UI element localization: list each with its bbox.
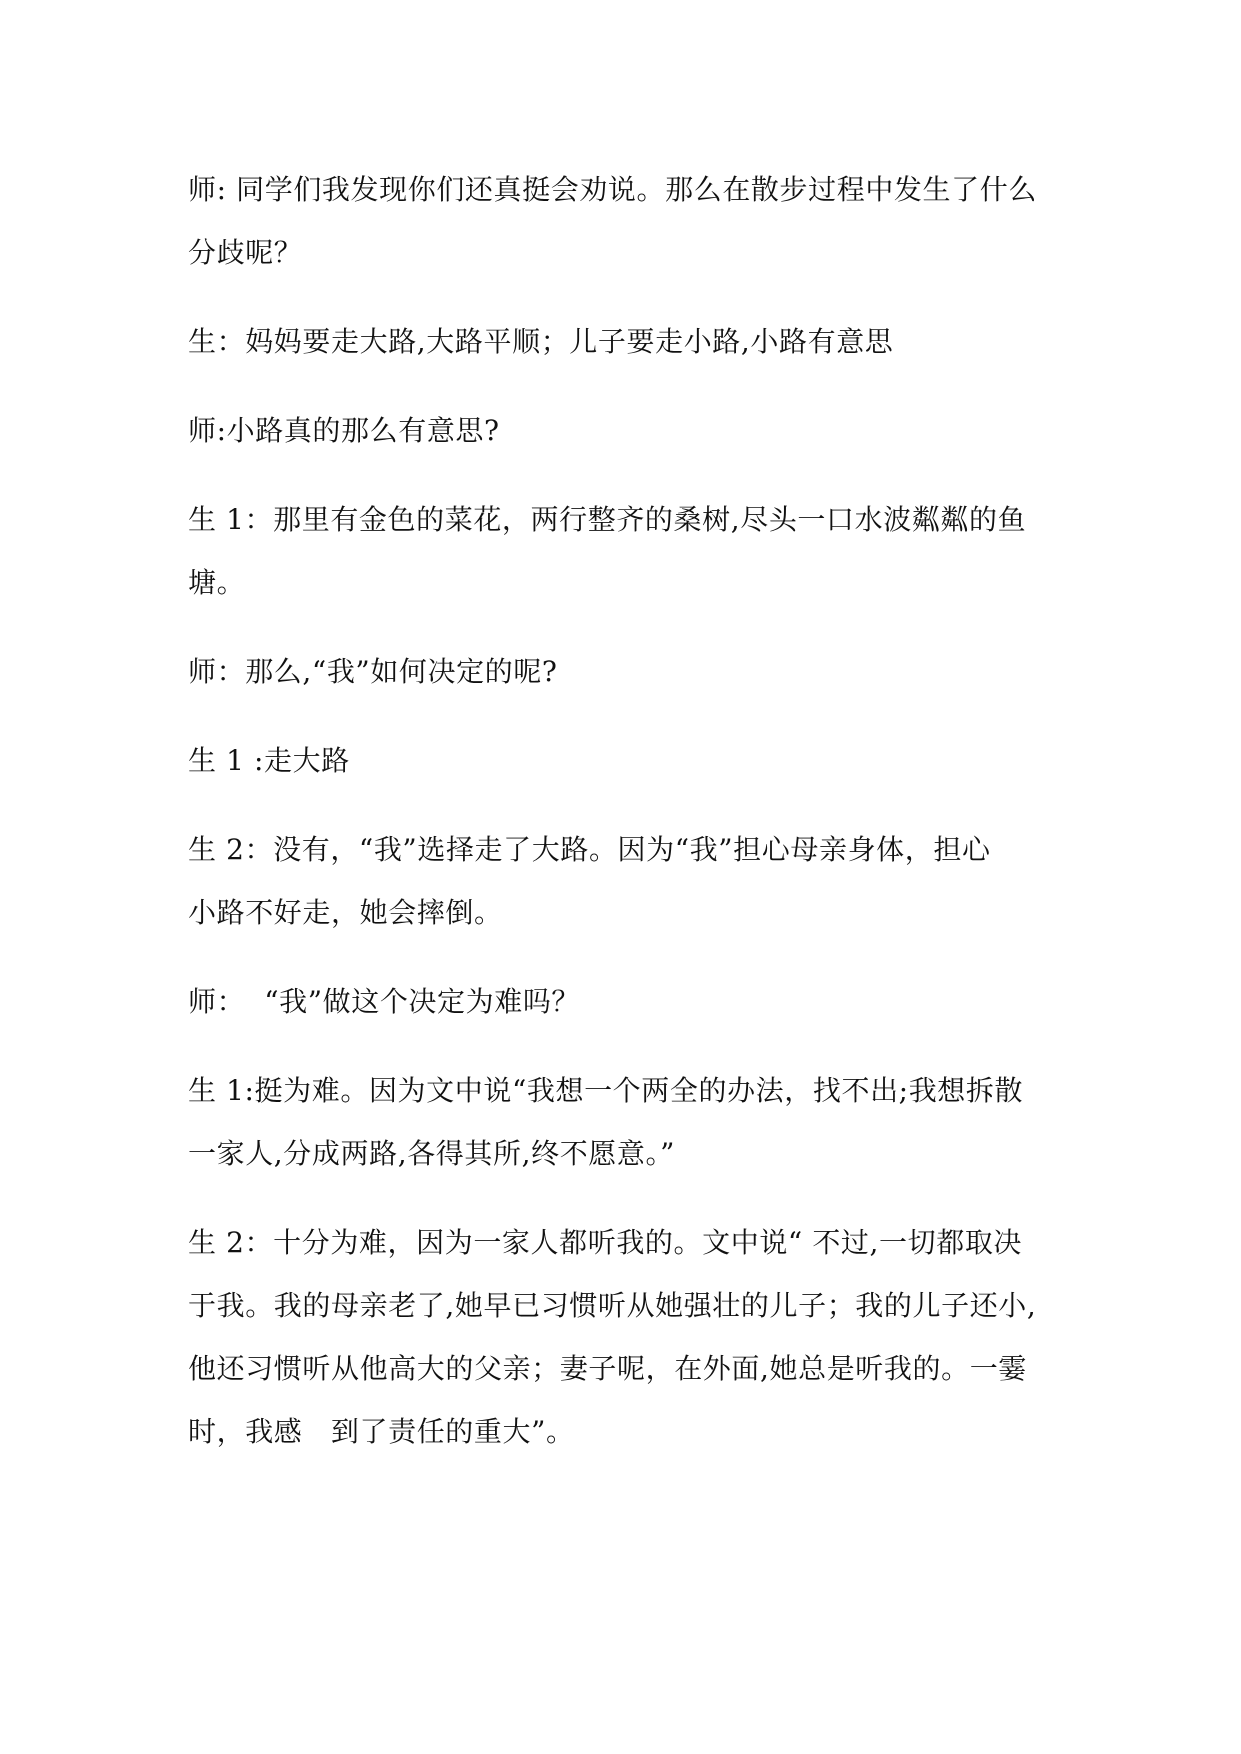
paragraph-line: 师:小路真的那么有意思? — [188, 414, 500, 447]
paragraph-line: 小路不好走，她会摔倒。 — [188, 896, 503, 929]
paragraph-line: 时，我感 到了责任的重大”。 — [188, 1415, 575, 1448]
paragraph-3 — [188, 399, 1068, 462]
paragraph-4 — [188, 488, 1068, 614]
paragraph-2 — [188, 310, 1068, 373]
paragraph-line: 塘。 — [188, 566, 246, 599]
paragraph-9 — [188, 1059, 1068, 1185]
paragraph-7 — [188, 818, 1068, 944]
paragraph-5 — [188, 640, 1068, 703]
paragraph-line: 生 2：十分为难，因为一家人都听我的。文中说“ 不过,一切都取决 — [188, 1226, 1023, 1259]
paragraph-line: 生 1:挺为难。因为文中说“我想一个两全的办法，找不出;我想拆散 — [188, 1074, 1024, 1107]
paragraph-line: 师: 同学们我发现你们还真挺会劝说。那么在散步过程中发生了什么 — [188, 173, 1037, 206]
paragraph-line: 他还习惯听从他高大的父亲；妻子呢，在外面,她总是听我的。一霎 — [188, 1352, 1027, 1385]
paragraph-line: 分歧呢？ — [188, 236, 303, 269]
paragraph-8 — [188, 970, 1068, 1033]
paragraph-line: 于我。我的母亲老了,她早已习惯听从她强壮的儿子；我的儿子还小, — [188, 1289, 1037, 1322]
paragraph-line: 生 1 :走大路 — [188, 744, 350, 777]
paragraph-line: 一家人,分成两路,各得其所,终不愿意。” — [188, 1137, 676, 1170]
document-body — [188, 158, 1068, 1463]
paragraph-1 — [188, 158, 1068, 284]
paragraph-line: 生：妈妈要走大路,大路平顺；儿子要走小路,小路有意思 — [188, 325, 894, 358]
paragraph-6 — [188, 729, 1068, 792]
paragraph-line: 师： “我”做这个决定为难吗？ — [188, 985, 581, 1018]
paragraph-10 — [188, 1211, 1068, 1463]
paragraph-line: 生 1：那里有金色的菜花，两行整齐的桑树,尽头一口水波粼粼的鱼 — [188, 503, 1027, 536]
paragraph-line: 师：那么,“我”如何决定的呢? — [188, 655, 558, 688]
paragraph-line: 生 2：没有，“我”选择走了大路。因为“我”担心母亲身体，担心 — [188, 833, 991, 866]
